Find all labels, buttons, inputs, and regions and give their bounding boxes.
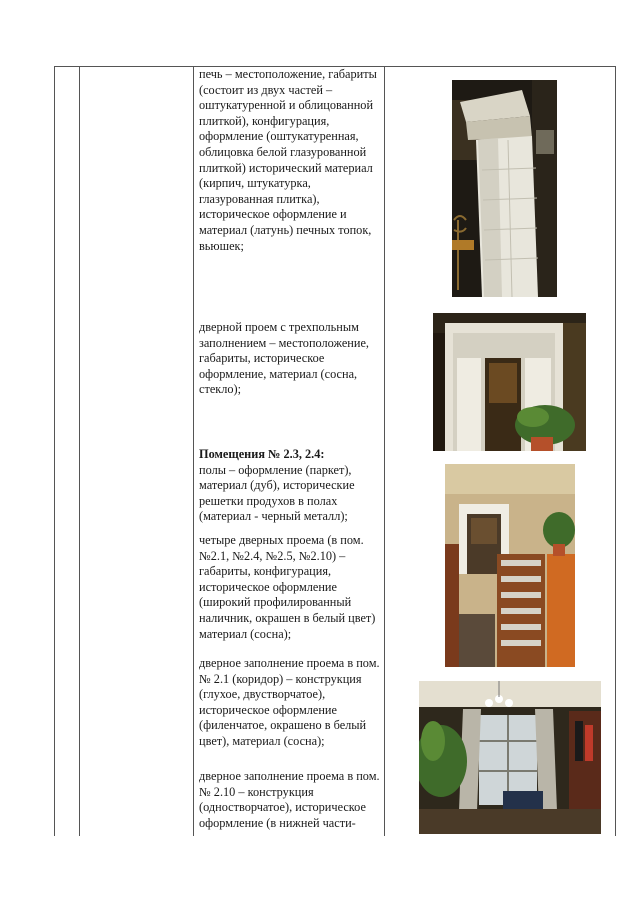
column-border-5 [615,66,616,836]
column-border-4 [384,66,385,836]
rooms-section [199,447,383,525]
rooms-heading: Помещения № 2.3, 2.4: [199,447,325,461]
column-border-3 [193,66,194,836]
room-with-window-and-plants-photo [419,681,601,834]
door-opening-description: дверной проем с трехпольным заполнением – местоположение, габариты, историческое оформление, материал (сосна, стекло); [199,320,369,397]
stove-description: печь – местоположение, габариты (состоит из двух частей – оштукатуренной и облицованной плиткой), конфигурация, оформление (оштукатуренная, облицовка белой глазурованной плиткой) исторический материал (кирпич, штукатурка, глазурованная плитка), историческое оформление и материал (латунь) печных топок, вьюшек; [199,67,377,253]
column-border-1 [54,66,55,836]
door-2-10-description: дверное заполнение проема в пом. № 2.10 – конструкция (одностворчатое), историческое оформление (в нижней части- [199,769,380,830]
tiled-stove-photo [452,80,557,297]
column-border-2 [79,66,80,836]
three-panel-door-photo [433,313,586,451]
room-with-bookshelves-photo [445,464,575,667]
floors-description: полы – оформление (паркет), материал (дуб), исторические решетки продухов в полах (материал - черный металл); [199,462,355,524]
four-doorways-description: четыре дверных проема (в пом. №2.1, №2.4, №2.5, №2.10) – габариты, конфигурация, историческое оформление (широкий профилированный наличник, окрашен в белый цвет) материал (сосна); [199,533,376,641]
door-2-1-description: дверное заполнение проема в пом. № 2.1 (коридор) – конструкция (глухое, двустворчатое), историческое оформление (филенчатое, окрашено в белый цвет), материал (сосна); [199,656,380,748]
